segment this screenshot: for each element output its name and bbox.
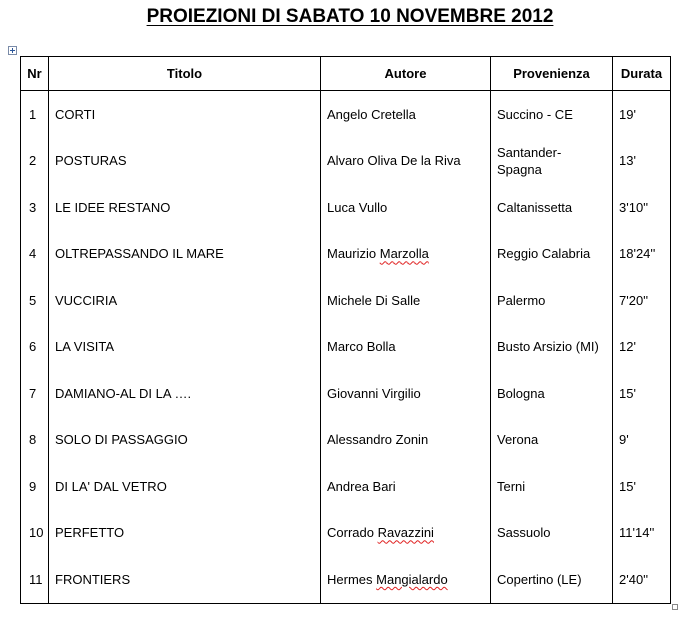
cell-durata: 7'20'' — [613, 277, 671, 324]
header-durata: Durata — [613, 57, 671, 91]
cell-autore — [321, 556, 491, 603]
cell-titolo: VUCCIRIA — [49, 277, 321, 324]
cell-autore — [321, 510, 491, 557]
cell-nr: 9 — [21, 463, 49, 510]
cell-nr: 4 — [21, 231, 49, 278]
cell-titolo: DAMIANO-AL DI LA …. — [49, 370, 321, 417]
table-row — [21, 324, 671, 371]
cell-provenienza: Bologna — [491, 370, 613, 417]
header-provenienza: Provenienza — [491, 57, 613, 91]
table-row — [21, 463, 671, 510]
cell-nr: 2 — [21, 138, 49, 185]
cell-autore — [321, 231, 491, 278]
spellcheck-underlined-name: Ravazzini — [377, 525, 434, 541]
cell-provenienza: Succino - CE — [491, 91, 613, 138]
cell-titolo: POSTURAS — [49, 138, 321, 185]
table-move-handle-icon[interactable] — [8, 46, 17, 55]
cell-autore: Angelo Cretella — [321, 91, 491, 138]
cell-nr: 3 — [21, 184, 49, 231]
cell-nr: 7 — [21, 370, 49, 417]
cell-autore: Alessandro Zonin — [321, 417, 491, 464]
page-title: PROIEZIONI DI SABATO 10 NOVEMBRE 2012 — [146, 6, 554, 27]
cell-nr: 6 — [21, 324, 49, 371]
cell-autore: Andrea Bari — [321, 463, 491, 510]
cell-durata: 3'10'' — [613, 184, 671, 231]
header-autore: Autore — [321, 57, 491, 91]
cell-durata: 15' — [613, 370, 671, 417]
cell-provenienza: Caltanissetta — [491, 184, 613, 231]
cell-nr: 5 — [21, 277, 49, 324]
cell-autore: Alvaro Oliva De la Riva — [321, 138, 491, 185]
cell-provenienza: Palermo — [491, 277, 613, 324]
cell-titolo: CORTI — [49, 91, 321, 138]
table-header-row — [21, 57, 671, 91]
cell-provenienza: Santander-Spagna — [491, 138, 613, 185]
cell-durata: 19' — [613, 91, 671, 138]
cell-nr: 8 — [21, 417, 49, 464]
cell-durata: 9' — [613, 417, 671, 464]
cell-autore: Giovanni Virgilio — [321, 370, 491, 417]
table-resize-handle-icon[interactable] — [672, 604, 678, 610]
table-row — [21, 370, 671, 417]
table-row — [21, 556, 671, 603]
cell-titolo: LA VISITA — [49, 324, 321, 371]
cell-autore: Michele Di Salle — [321, 277, 491, 324]
cell-durata: 11'14'' — [613, 510, 671, 557]
cell-provenienza: Verona — [491, 417, 613, 464]
cell-durata: 12' — [613, 324, 671, 371]
header-nr: Nr — [21, 57, 49, 91]
cell-autore: Marco Bolla — [321, 324, 491, 371]
cell-nr: 11 — [21, 556, 49, 603]
cell-provenienza: Sassuolo — [491, 510, 613, 557]
cell-durata: 18'24'' — [613, 231, 671, 278]
cell-provenienza: Reggio Calabria — [491, 231, 613, 278]
table-row — [21, 417, 671, 464]
cell-provenienza: Busto Arsizio (MI) — [491, 324, 613, 371]
table-row — [21, 231, 671, 278]
cell-autore: Luca Vullo — [321, 184, 491, 231]
table-row — [21, 510, 671, 557]
cell-provenienza: Terni — [491, 463, 613, 510]
cell-titolo: OLTREPASSANDO IL MARE — [49, 231, 321, 278]
cell-titolo: FRONTIERS — [49, 556, 321, 603]
cell-titolo: SOLO DI PASSAGGIO — [49, 417, 321, 464]
spellcheck-underlined-name: Mangialardo — [376, 571, 448, 587]
cell-durata: 15' — [613, 463, 671, 510]
cell-titolo: LE IDEE RESTANO — [49, 184, 321, 231]
spellcheck-underlined-name: Marzolla — [379, 246, 429, 262]
autore-first-name: Corrado — [327, 525, 374, 541]
header-titolo: Titolo — [49, 57, 321, 91]
cell-titolo: PERFETTO — [49, 510, 321, 557]
cell-durata: 2'40'' — [613, 556, 671, 603]
table-row — [21, 138, 671, 185]
cell-provenienza: Copertino (LE) — [491, 556, 613, 603]
cell-nr: 1 — [21, 91, 49, 138]
screenings-table — [20, 56, 671, 604]
autore-first-name: Maurizio — [327, 246, 377, 262]
cell-nr: 10 — [21, 510, 49, 557]
cell-durata: 13' — [613, 138, 671, 185]
table-row — [21, 91, 671, 138]
table-row — [21, 184, 671, 231]
autore-first-name: Hermes — [327, 571, 373, 587]
table-row — [21, 277, 671, 324]
cell-titolo: DI LA' DAL VETRO — [49, 463, 321, 510]
